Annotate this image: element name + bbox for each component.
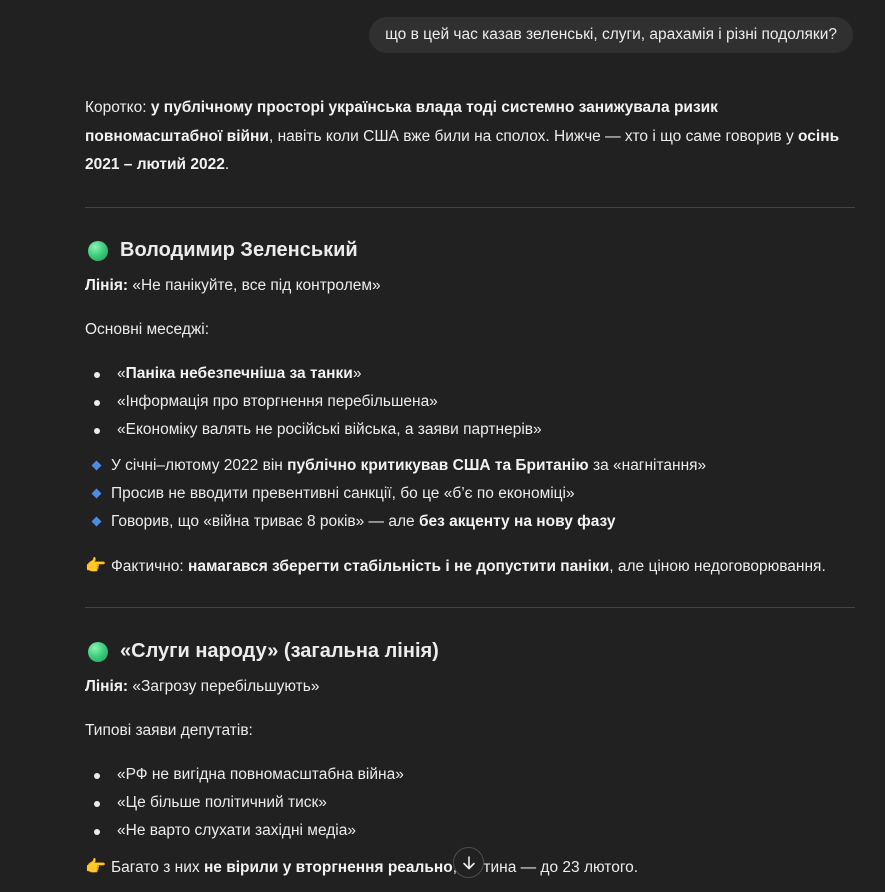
blue-diamond-icon	[92, 516, 102, 526]
line-text: «Загрозу перебільшують»	[128, 677, 320, 695]
summary-text: Багато з них	[111, 858, 204, 876]
list-item: «Не варто слухати західні медіа»	[85, 817, 855, 845]
pointing-hand-icon: 👉	[85, 856, 107, 876]
line-label: Лінія:	[85, 677, 129, 695]
factual-summary	[85, 552, 855, 580]
quote-mark: «	[117, 364, 126, 382]
bold-text: Паніка небезпечніша за танки	[125, 364, 353, 382]
bold-text: публічно критикував США та Британію	[287, 456, 589, 474]
bold-text: намагався зберегти стабільність і не допустити паніки	[188, 557, 610, 575]
summary-text: Фактично:	[111, 557, 188, 575]
section-title: «Слуги народу» (загальна лінія)	[120, 640, 439, 662]
green-circle-icon	[88, 241, 108, 261]
item-text: У січні–лютому 2022 він	[111, 456, 288, 474]
scroll-to-bottom-button[interactable]	[453, 847, 484, 878]
line-label: Лінія:	[85, 276, 129, 294]
summary-text: тина — до 23 лютого.	[483, 858, 639, 876]
list-item	[85, 452, 855, 480]
list-item: «РФ не вигідна повномасштабна війна»	[85, 761, 855, 789]
line-text: «Не панікуйте, все під контролем»	[128, 276, 381, 294]
assistant-response	[85, 94, 855, 881]
line-statement	[85, 272, 855, 300]
item-text: Говорив, що «війна триває 8 років» — але	[111, 512, 419, 530]
summary-text: , але ціною недоговорювання.	[609, 557, 826, 575]
section-heading-servants	[85, 637, 855, 667]
facts-list	[85, 452, 855, 536]
intro-text: , навіть коли США вже били на сполох. Нижче — хто і що саме говорив у	[268, 127, 799, 145]
divider	[85, 607, 855, 608]
item-text: за «нагнітання»	[588, 456, 707, 474]
bold-text: не вірили у вторгнення реально	[203, 858, 453, 876]
intro-bold: у публічному просторі українська влада тоді системно занижувала ризик повномасштабної війни	[85, 99, 718, 145]
messages-label: Основні меседжі:	[85, 320, 209, 338]
blue-diamond-icon	[92, 488, 102, 498]
list-item	[85, 480, 855, 508]
statements-list	[85, 761, 855, 845]
statements-label: Типові заяви депутатів:	[85, 721, 253, 739]
list-item	[85, 508, 855, 536]
line-statement	[85, 673, 855, 701]
intro-bold: осінь 2021 – лютий 2022	[85, 127, 840, 173]
list-item: «Це більше політичний тиск»	[85, 789, 855, 817]
bold-text: без акценту на нову фазу	[418, 512, 616, 530]
messages-list	[85, 360, 855, 444]
divider	[85, 207, 855, 208]
pointing-hand-icon: 👉	[85, 555, 107, 575]
green-circle-icon	[88, 642, 108, 662]
list-item	[85, 360, 855, 388]
intro-text: Коротко:	[85, 99, 151, 116]
item-text: Просив не вводити превентивні санкції, бо це «б’є по економіці»	[111, 484, 575, 502]
section-heading-zelensky	[85, 236, 855, 266]
section-title: Володимир Зеленський	[120, 239, 358, 261]
intro-paragraph	[85, 94, 855, 180]
user-message-bubble: що в цей час казав зеленські, слуги, арахамія і різні подоляки?	[369, 17, 853, 53]
blue-diamond-icon	[92, 460, 102, 470]
list-item: «Інформація про вторгнення перебільшена»	[85, 388, 855, 416]
list-item: «Економіку валять не російські війська, а заяви партнерів»	[85, 416, 855, 444]
arrow-down-icon	[461, 855, 477, 871]
intro-text: .	[224, 156, 230, 173]
quote-mark: »	[352, 364, 362, 382]
